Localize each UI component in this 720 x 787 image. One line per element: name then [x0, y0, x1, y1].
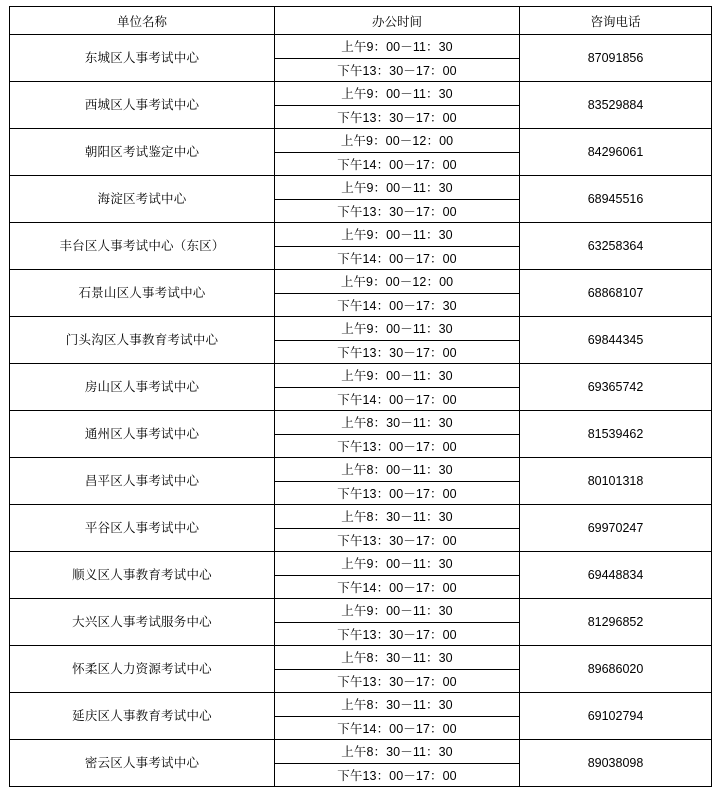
cell-office-hours: 上午9：00－11：30 — [275, 364, 520, 388]
table-row — [10, 411, 712, 435]
table-row — [10, 223, 712, 247]
table-row — [10, 599, 712, 623]
cell-phone: 89038098 — [520, 740, 712, 787]
cell-office-hours: 上午9：00－11：30 — [275, 552, 520, 576]
cell-office-hours: 上午8：00－11：30 — [275, 458, 520, 482]
table-row — [10, 740, 712, 764]
cell-office-hours: 下午13：30－17：00 — [275, 340, 520, 364]
cell-phone: 84296061 — [520, 129, 712, 176]
table-row — [10, 364, 712, 388]
cell-unit-name: 平谷区人事考试中心 — [10, 505, 275, 552]
table-header-row — [10, 7, 712, 35]
cell-phone: 69102794 — [520, 693, 712, 740]
cell-unit-name: 西城区人事考试中心 — [10, 82, 275, 129]
column-header-unit-name: 单位名称 — [10, 7, 275, 35]
office-hours-table — [9, 6, 712, 787]
cell-phone: 83529884 — [520, 82, 712, 129]
cell-office-hours: 上午9：00－11：30 — [275, 176, 520, 200]
table-row — [10, 82, 712, 106]
cell-phone: 89686020 — [520, 646, 712, 693]
cell-office-hours: 下午13：30－17：00 — [275, 669, 520, 693]
cell-unit-name: 通州区人事考试中心 — [10, 411, 275, 458]
cell-office-hours: 下午14：00－17：00 — [275, 152, 520, 176]
cell-unit-name: 怀柔区人力资源考试中心 — [10, 646, 275, 693]
cell-office-hours: 下午13：00－17：00 — [275, 763, 520, 787]
table-row — [10, 129, 712, 153]
cell-office-hours: 下午13：30－17：00 — [275, 622, 520, 646]
table-header — [10, 7, 712, 35]
cell-office-hours: 上午8：30－11：30 — [275, 693, 520, 717]
column-header-office-hours: 办公时间 — [275, 7, 520, 35]
cell-office-hours: 下午13：30－17：00 — [275, 199, 520, 223]
cell-phone: 69844345 — [520, 317, 712, 364]
cell-office-hours: 下午14：00－17：00 — [275, 716, 520, 740]
cell-office-hours: 上午9：00－12：00 — [275, 270, 520, 294]
cell-office-hours: 上午9：00－11：30 — [275, 223, 520, 247]
cell-office-hours: 下午14：00－17：00 — [275, 387, 520, 411]
cell-office-hours: 下午13：00－17：00 — [275, 481, 520, 505]
cell-unit-name: 东城区人事考试中心 — [10, 35, 275, 82]
cell-office-hours: 上午9：00－11：30 — [275, 35, 520, 59]
table-row — [10, 176, 712, 200]
table-row — [10, 646, 712, 670]
cell-unit-name: 大兴区人事考试服务中心 — [10, 599, 275, 646]
cell-office-hours: 上午9：00－11：30 — [275, 82, 520, 106]
cell-unit-name: 密云区人事考试中心 — [10, 740, 275, 787]
column-header-phone: 咨询电话 — [520, 7, 712, 35]
cell-phone: 87091856 — [520, 35, 712, 82]
cell-phone: 68868107 — [520, 270, 712, 317]
cell-office-hours: 下午13：30－17：00 — [275, 105, 520, 129]
cell-unit-name: 顺义区人事教育考试中心 — [10, 552, 275, 599]
cell-office-hours: 下午14：00－17：30 — [275, 293, 520, 317]
cell-office-hours: 上午9：00－11：30 — [275, 599, 520, 623]
cell-office-hours: 上午8：30－11：30 — [275, 411, 520, 435]
cell-phone: 68945516 — [520, 176, 712, 223]
cell-office-hours: 上午8：30－11：30 — [275, 505, 520, 529]
cell-unit-name: 石景山区人事考试中心 — [10, 270, 275, 317]
cell-phone: 81296852 — [520, 599, 712, 646]
cell-office-hours: 下午13：30－17：00 — [275, 528, 520, 552]
cell-unit-name: 朝阳区考试鉴定中心 — [10, 129, 275, 176]
cell-office-hours: 下午13：00－17：00 — [275, 434, 520, 458]
cell-phone: 69448834 — [520, 552, 712, 599]
table-row — [10, 693, 712, 717]
cell-office-hours: 上午8：30－11：30 — [275, 740, 520, 764]
cell-phone: 69365742 — [520, 364, 712, 411]
cell-phone: 63258364 — [520, 223, 712, 270]
table-row — [10, 317, 712, 341]
table-row — [10, 458, 712, 482]
cell-unit-name: 丰台区人事考试中心（东区） — [10, 223, 275, 270]
cell-office-hours: 下午14：00－17：00 — [275, 246, 520, 270]
table-row — [10, 505, 712, 529]
cell-office-hours: 下午13：30－17：00 — [275, 58, 520, 82]
cell-unit-name: 房山区人事考试中心 — [10, 364, 275, 411]
cell-office-hours: 上午9：00－12：00 — [275, 129, 520, 153]
table-body — [10, 35, 712, 787]
cell-phone: 81539462 — [520, 411, 712, 458]
cell-unit-name: 昌平区人事考试中心 — [10, 458, 275, 505]
cell-office-hours: 上午8：30－11：30 — [275, 646, 520, 670]
cell-unit-name: 海淀区考试中心 — [10, 176, 275, 223]
table-row — [10, 552, 712, 576]
cell-phone: 80101318 — [520, 458, 712, 505]
cell-phone: 69970247 — [520, 505, 712, 552]
table-row — [10, 270, 712, 294]
table-row — [10, 35, 712, 59]
cell-office-hours: 下午14：00－17：00 — [275, 575, 520, 599]
cell-unit-name: 门头沟区人事教育考试中心 — [10, 317, 275, 364]
cell-unit-name: 延庆区人事教育考试中心 — [10, 693, 275, 740]
cell-office-hours: 上午9：00－11：30 — [275, 317, 520, 341]
